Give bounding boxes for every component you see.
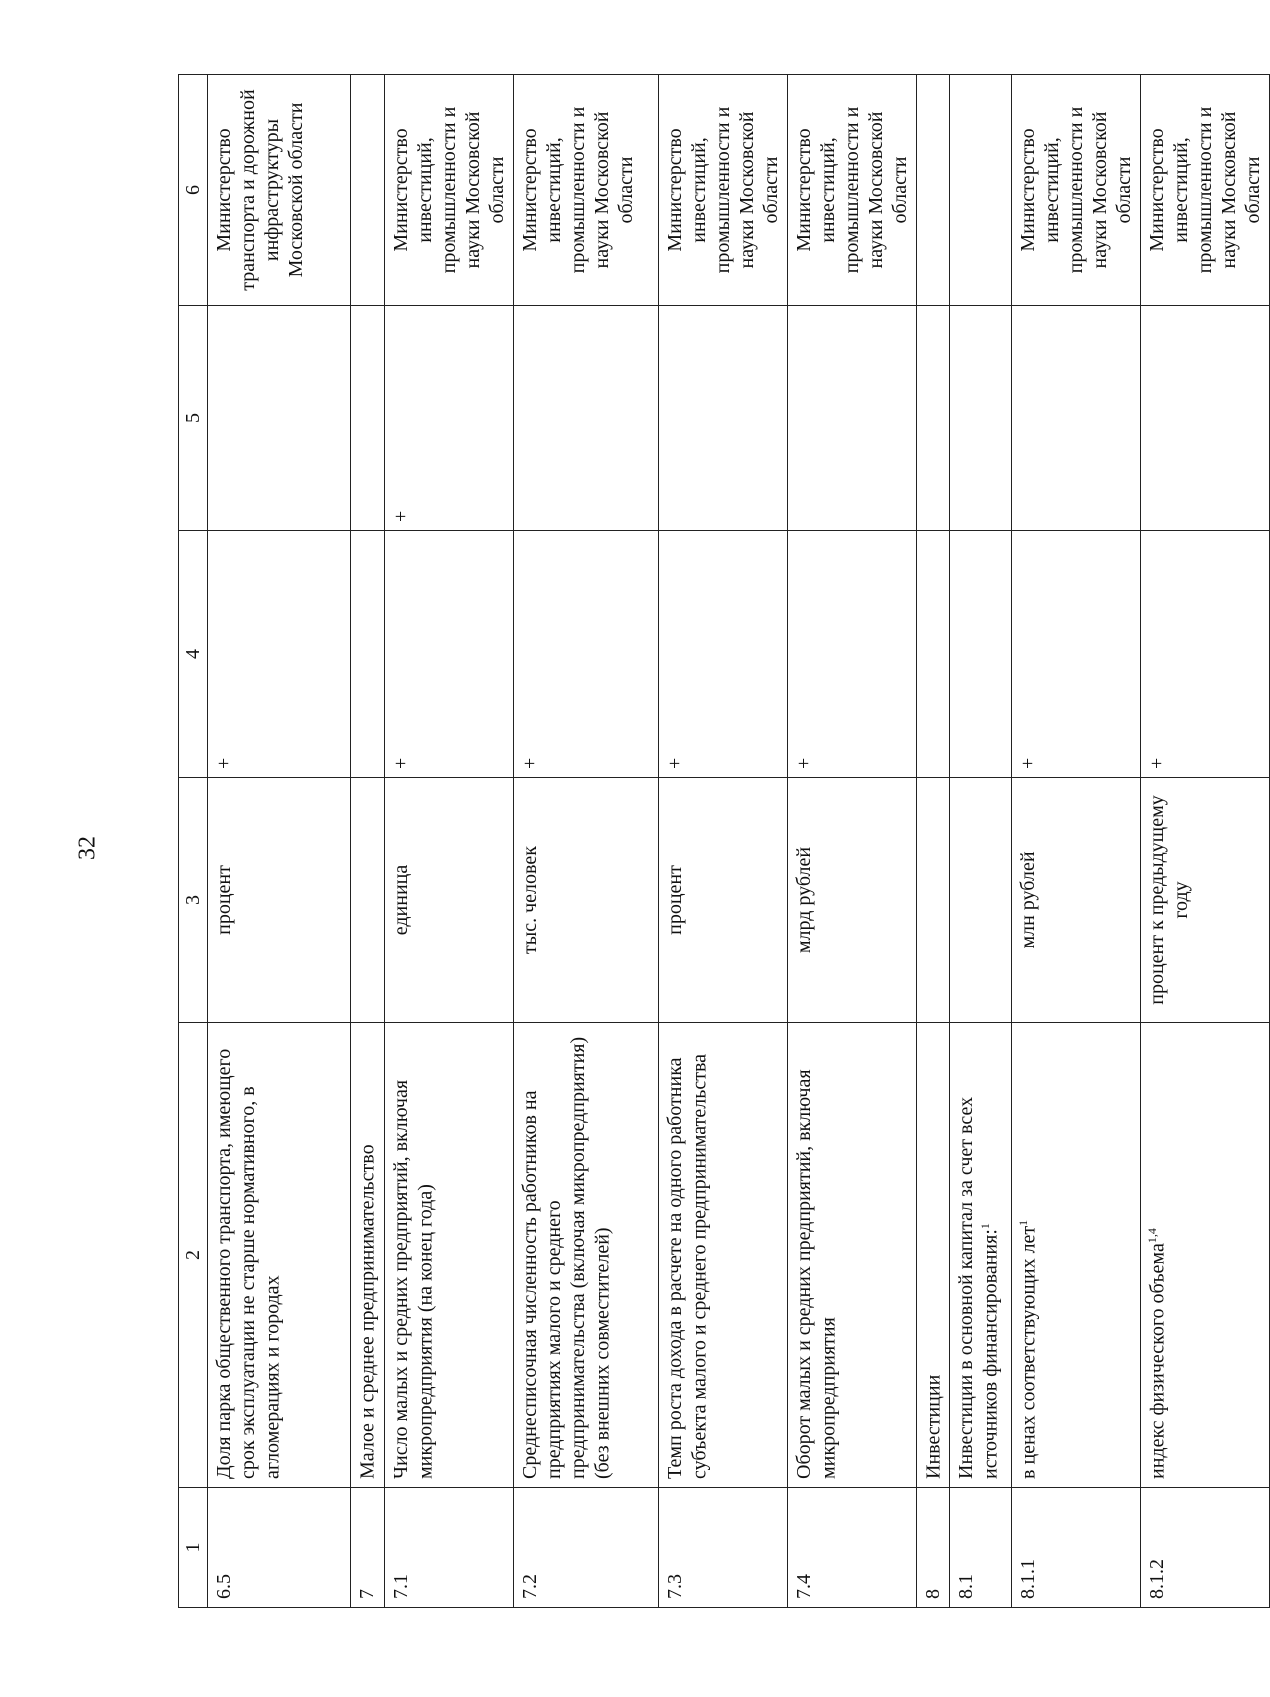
- column-header: 5: [179, 306, 208, 531]
- column-header: 6: [179, 75, 208, 306]
- section-title: Малое и среднее предпринимательство: [351, 1023, 385, 1488]
- indicator-name: Инвестиции в основной капитал за счет всех источников финансирования:$^1$: [950, 1023, 1012, 1488]
- col5-mark: [351, 306, 385, 531]
- col4-mark: [351, 531, 385, 778]
- ministry: Министерство инвестиций, промышленности и науки Московской области: [384, 75, 513, 306]
- col4-mark: +: [1012, 531, 1141, 778]
- ministry: Министерство транспорта и дорожной инфраструктуры Московской области: [208, 75, 351, 306]
- col5-mark: [658, 306, 787, 531]
- row-number: 8.1.2: [1141, 1488, 1270, 1608]
- column-header: 2: [179, 1023, 208, 1488]
- indicator-name: в ценах соответствующих лет$^1$: [1012, 1023, 1141, 1488]
- row-number: 7: [351, 1488, 385, 1608]
- row-number: 6.5: [208, 1488, 351, 1608]
- col5-mark: [916, 306, 950, 531]
- column-header: 1: [179, 1488, 208, 1608]
- indicator-name: Среднесписочная численность работников на предприятиях малого и среднего предпринимательства (включая микропредприятия) (без внешних совместителей): [513, 1023, 658, 1488]
- ministry: [950, 75, 1012, 306]
- col5-mark: [208, 306, 351, 531]
- ministry: Министерство инвестиций, промышленности и науки Московской области: [1012, 75, 1141, 306]
- col5-mark: [787, 306, 916, 531]
- unit: [351, 778, 385, 1023]
- table-row: [384, 75, 513, 1608]
- ministry: Министерство инвестиций, промышленности и науки Московской области: [658, 75, 787, 306]
- ministry: Министерство инвестиций, промышленности и науки Московской области: [513, 75, 658, 306]
- table-row: [658, 75, 787, 1608]
- table-row: [208, 75, 351, 1608]
- ministry: [916, 75, 950, 306]
- table-row: [950, 75, 1012, 1608]
- indicator-name: индекс физического объема$^{1,4}$: [1141, 1023, 1270, 1488]
- indicator-name: Оборот малых и средних предприятий, включая микропредприятия: [787, 1023, 916, 1488]
- col4-mark: +: [787, 531, 916, 778]
- col4-mark: +: [658, 531, 787, 778]
- col4-mark: [916, 531, 950, 778]
- unit: процент: [208, 778, 351, 1023]
- ministry: Министерство инвестиций, промышленности и науки Московской области: [1141, 75, 1270, 306]
- row-number: 8: [916, 1488, 950, 1608]
- unit: [950, 778, 1012, 1023]
- rotated-table-container: [178, 75, 1265, 1608]
- col4-mark: +: [384, 531, 513, 778]
- section-row: [916, 75, 950, 1608]
- unit: [916, 778, 950, 1023]
- row-number: 7.2: [513, 1488, 658, 1608]
- page-number: 32: [74, 836, 101, 860]
- table-row: [513, 75, 658, 1608]
- unit: единица: [384, 778, 513, 1023]
- unit: процент: [658, 778, 787, 1023]
- col4-mark: +: [1141, 531, 1270, 778]
- col4-mark: [950, 531, 1012, 778]
- table-row: [787, 75, 916, 1608]
- col5-mark: [1012, 306, 1141, 531]
- row-number: 7.1: [384, 1488, 513, 1608]
- row-number: 7.3: [658, 1488, 787, 1608]
- ministry: Министерство инвестиций, промышленности и науки Московской области: [787, 75, 916, 306]
- unit: тыс. человек: [513, 778, 658, 1023]
- table-row: [1141, 75, 1270, 1608]
- col5-mark: [1141, 306, 1270, 531]
- col5-mark: [513, 306, 658, 531]
- row-number: 8.1.1: [1012, 1488, 1141, 1608]
- indicator-name: Число малых и средних предприятий, включая микропредприятия (на конец года): [384, 1023, 513, 1488]
- row-number: 8.1: [950, 1488, 1012, 1608]
- indicator-name: Доля парка общественного транспорта, имеющего срок эксплуатации не старше нормативного, в агломерациях и городах: [208, 1023, 351, 1488]
- col4-mark: +: [513, 531, 658, 778]
- row-number: 7.4: [787, 1488, 916, 1608]
- indicators-table: [178, 74, 1270, 1608]
- table-row: [1012, 75, 1141, 1608]
- unit: млн рублей: [1012, 778, 1141, 1023]
- col4-mark: +: [208, 531, 351, 778]
- col5-mark: [950, 306, 1012, 531]
- header-row: [179, 75, 208, 1608]
- ministry: [351, 75, 385, 306]
- column-header: 3: [179, 778, 208, 1023]
- unit: процент к предыдущему году: [1141, 778, 1270, 1023]
- section-row: [351, 75, 385, 1608]
- col5-mark: +: [384, 306, 513, 531]
- section-title: Инвестиции: [916, 1023, 950, 1488]
- unit: млрд рублей: [787, 778, 916, 1023]
- column-header: 4: [179, 531, 208, 778]
- indicator-name: Темп роста дохода в расчете на одного работника субъекта малого и среднего предпринимательства: [658, 1023, 787, 1488]
